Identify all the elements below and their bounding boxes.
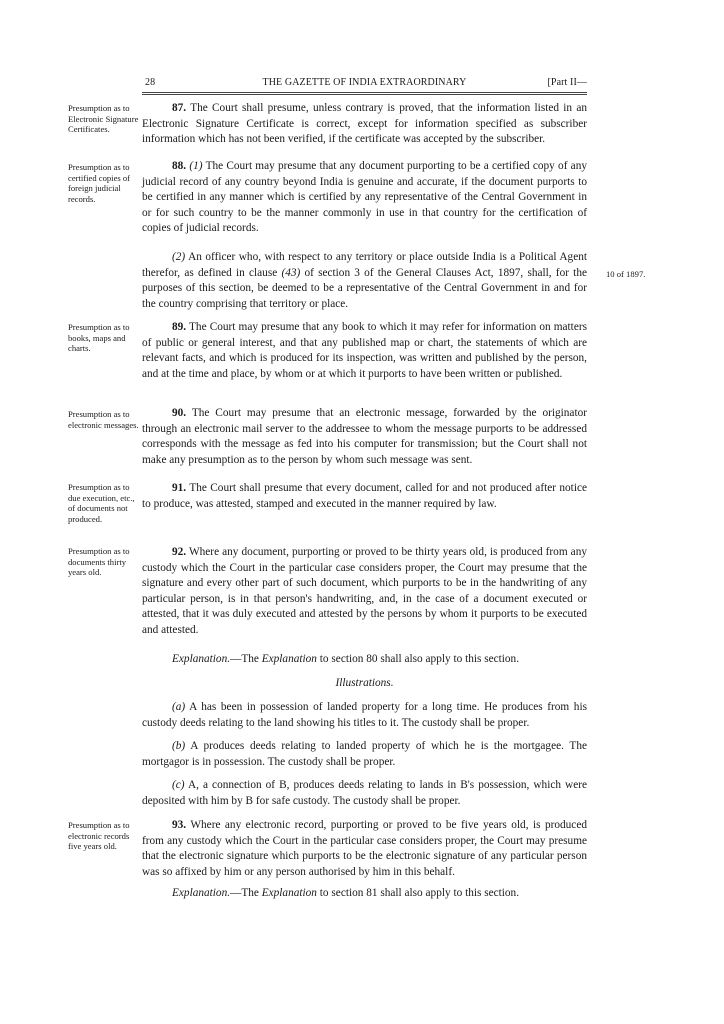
- section-87: [142, 101, 587, 148]
- gazette-title: THE GAZETTE OF INDIA EXTRAORDINARY: [262, 77, 467, 88]
- section-text: of section 3 of the General Clauses Act, 1897, shall, for the purposes of this section, be deemed to be a representative of the Central Government in and for the country comprising that territory or place.: [142, 266, 587, 310]
- subsection-mark: (2): [172, 251, 186, 263]
- illustration-mark: (c): [172, 779, 185, 791]
- explanation-label: Explanation.: [172, 653, 231, 665]
- part-label: [Part II—: [547, 77, 587, 88]
- explanation-text: to section 81 shall also apply to this section.: [316, 887, 520, 899]
- explanation-92: [142, 652, 587, 668]
- illustration-mark: (a): [172, 701, 186, 713]
- section-text: The Court may presume that any document purporting to be a certified copy of any judicial record of any country beyond India is genuine and accurate, if the document purports to be certified in any manner which is certified by any representative of the Central Government in or for such country to be the manner commonly in use in that country for the certification of copies of judicial records.: [142, 160, 587, 235]
- header-rule-top: [142, 92, 587, 93]
- illustration-text: A has been in possession of landed property for a long time. He produces from his custody deeds relating to the land showing his titles to it. The custody shall be proper.: [142, 701, 587, 729]
- section-number: 92.: [172, 546, 187, 558]
- explanation-word: Explanation: [261, 887, 317, 899]
- page-header: [142, 77, 587, 93]
- illustration-text: A, a connection of B, produces deeds relating to lands in B's possession, which were deposited with him by B for safe custody. The custody shall be proper.: [142, 779, 587, 807]
- section-number: 88.: [172, 160, 187, 172]
- header-rule-bottom: [142, 94, 587, 95]
- section-90: [142, 406, 587, 468]
- section-93: [142, 818, 587, 880]
- explanation-label: Explanation.: [172, 887, 231, 899]
- section-number: 90.: [172, 407, 187, 419]
- clause-ref: (43): [281, 266, 301, 279]
- section-number: 93.: [172, 819, 187, 831]
- section-88-2: [142, 250, 587, 312]
- margin-note-88: Presumption as to certified copies of foreign judicial records.: [68, 162, 131, 204]
- section-text: The Court shall presume, unless contrary is proved, that the information listed in an Electronic Signature Certificate is correct, except for information specified as subscriber information which has not been verified, if the certificate was accepted by the subscriber.: [142, 102, 587, 146]
- section-89: [142, 320, 587, 382]
- margin-note-89: Presumption as to books, maps and charts.: [68, 322, 130, 354]
- illustration-text: A produces deeds relating to landed property of which he is the mortgagee. The mortgagor is in possession. The custody shall be proper.: [142, 740, 587, 768]
- illustration-c: [142, 778, 587, 809]
- margin-note-91: Presumption as to due execution, etc., of documents not produced.: [68, 482, 135, 524]
- illustration-mark: (b): [172, 740, 186, 752]
- section-91: [142, 481, 587, 512]
- section-text: An officer who, with respect to any territory or place outside India is a Political Agent therefor, as defined in clause: [142, 251, 587, 279]
- margin-note-92: Presumption as to documents thirty years old.: [68, 546, 130, 578]
- section-text: Where any electronic record, purporting or proved to be five years old, is produced from any custody which the Court in the particular case considers proper, the Court may presume that the electronic signature which purports to be the electronic signature of any particular person was so affixed by him or any person authorised by him in this behalf.: [142, 819, 587, 878]
- section-92: [142, 545, 587, 639]
- explanation-text: to section 80 shall also apply to this section.: [316, 653, 520, 665]
- section-number: 89.: [172, 321, 187, 333]
- section-88-1: [142, 159, 587, 237]
- section-text: The Court shall presume that every document, called for and not produced after notice to produce, was attested, stamped and executed in the manner required by law.: [142, 482, 587, 510]
- explanation-text: —The: [230, 887, 262, 899]
- section-text: Where any document, purporting or proved to be thirty years old, is produced from any custody which the Court in the particular case considers proper, the Court may presume that the signature and every other part of such document, which purports to be in the handwriting of any particular person, is in that person's handwriting, and, in the case of a document executed or attested, that it was duly executed and attested by the persons by whom it purports to be executed and attested.: [142, 546, 587, 636]
- margin-ref-1897: 10 of 1897.: [606, 269, 646, 279]
- subsection-mark: (1): [189, 160, 203, 172]
- margin-note-93: Presumption as to electronic records five years old.: [68, 820, 130, 852]
- explanation-word: Explanation: [261, 653, 317, 665]
- illustration-a: [142, 700, 587, 731]
- page-number: 28: [145, 77, 156, 88]
- section-number: 91.: [172, 482, 187, 494]
- section-text: The Court may presume that any book to which it may refer for information on matters of public or general interest, and that any published map or chart, the statements of which are relevant facts, and which is produced for its inspection, was written and published by the person, and at the time and place, by whom or at which it purports to have been written or published.: [142, 321, 587, 380]
- explanation-93: [142, 886, 587, 902]
- illustrations-heading: Illustrations.: [335, 677, 394, 689]
- section-text: The Court may presume that an electronic message, forwarded by the originator through an electronic mail server to the addressee to whom the message purports to be addressed corresponds with the message as fed into his computer for transmission; but the Court shall not make any presumption as to the person by whom such message was sent.: [142, 407, 587, 466]
- section-number: 87.: [172, 102, 187, 114]
- illustration-b: [142, 739, 587, 770]
- explanation-text: —The: [230, 653, 262, 665]
- margin-note-87: Presumption as to Electronic Signature Certificates.: [68, 103, 139, 135]
- margin-note-90: Presumption as to electronic messages.: [68, 409, 139, 430]
